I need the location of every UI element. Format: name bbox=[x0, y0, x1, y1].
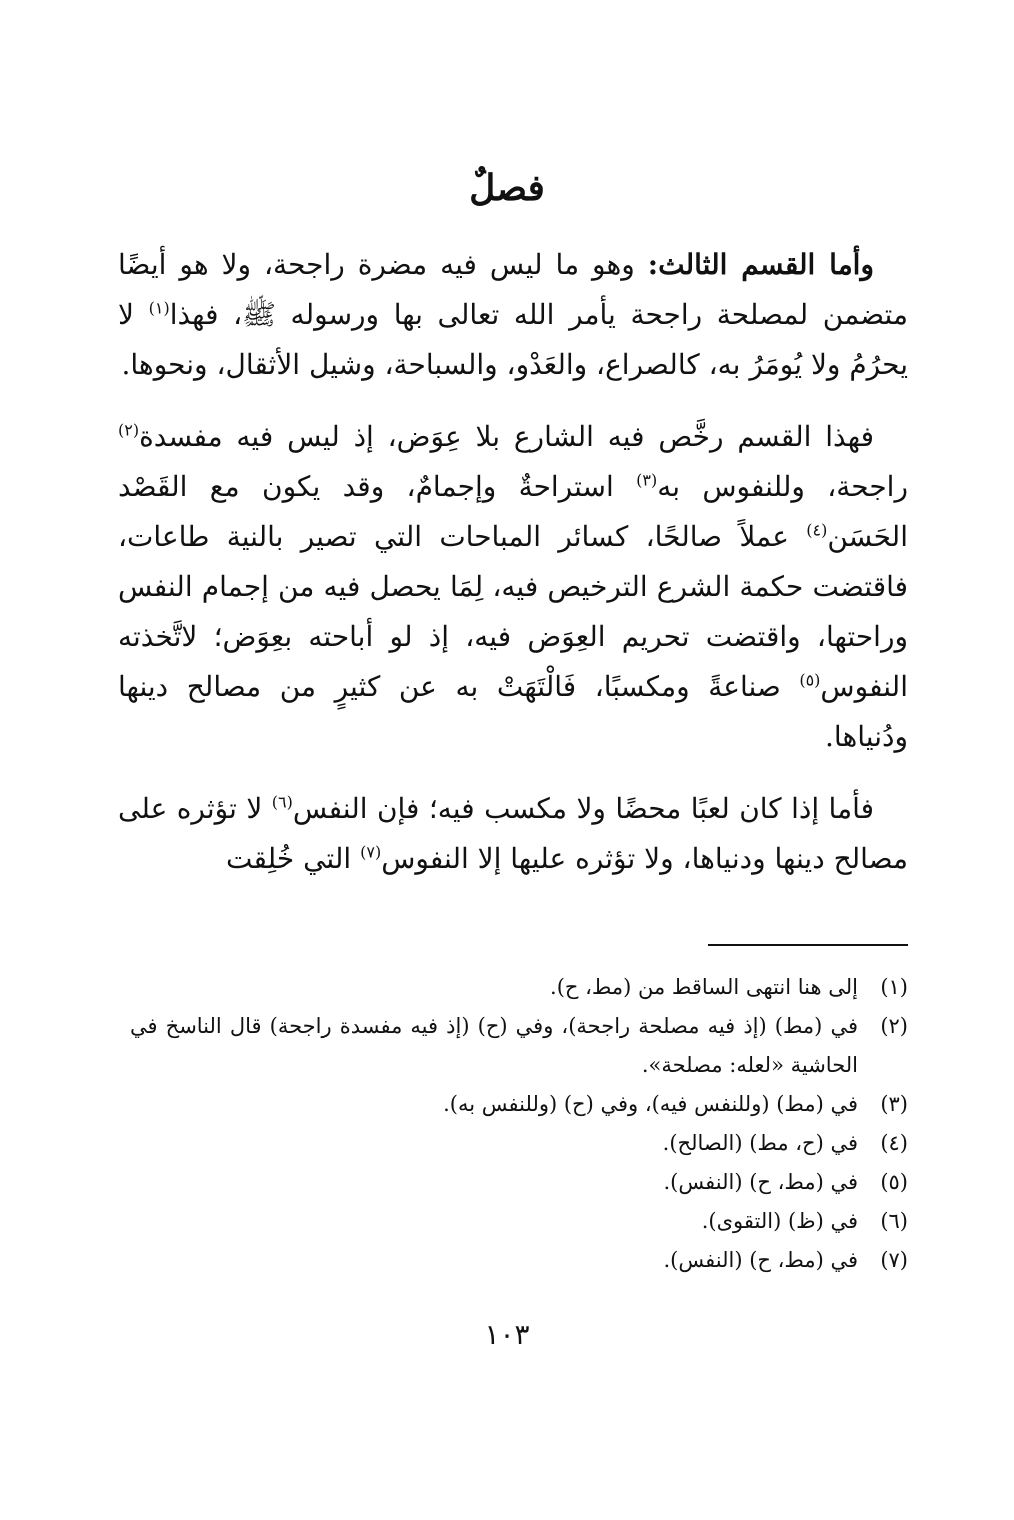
paragraph-2 bbox=[118, 412, 908, 762]
chapter-title: فصلٌ bbox=[469, 167, 545, 209]
text-run: فهذا القسم رخَّص فيه الشارع بلا عِوَض، إذ ليس فيه مفسدة bbox=[139, 420, 874, 453]
footnote-text: في (مط، ح) (النفس). bbox=[663, 1248, 858, 1272]
footnote-text: في (مط) (إذ فيه مصلحة راجحة)، وفي (ح) (إذ فيه مفسدة راجحة) قال الناسخ في الحاشية «لعله: مصلحة». bbox=[130, 1014, 858, 1077]
footnote-number: (٤) bbox=[880, 1131, 908, 1155]
text-run: استراحةٌ وإجمامٌ، وقد يكون مع القَصْد الحَسَن bbox=[118, 470, 908, 553]
footnote-mark: (٧) bbox=[360, 842, 382, 862]
footnote-mark: (٣) bbox=[636, 470, 658, 490]
footnote-number: (٢) bbox=[880, 1014, 908, 1038]
footnote-number: (٧) bbox=[880, 1248, 908, 1272]
footnote-mark: (٢) bbox=[118, 420, 140, 440]
footnote-text: في (ح، مط) (الصالح). bbox=[662, 1131, 858, 1155]
text-run: عملاً صالحًا، كسائر المباحات التي تصير بالنية طاعات، فاقتضت حكمة الشرع الترخيص فيه، لِمَا يحصل فيه من إجمام النفس وراحتها، واقتضت تحريم العِوَض فيه، إذ لو أباحته بعِوَض؛ لاتَّخذته النفوس bbox=[118, 520, 908, 703]
text-run: صناعةً ومكسبًا، فَالْتَهَتْ به عن كثيرٍ من مصالح دينها ودُنياها. bbox=[118, 670, 908, 753]
main-text bbox=[118, 240, 908, 884]
text-run: لا يحرُمُ ولا يُومَرُ به، كالصراع، والعَدْو، والسباحة، وشيل الأثقال، ونحوها. bbox=[118, 298, 908, 381]
footnote-mark: (٥) bbox=[799, 670, 821, 690]
text-run: لا تؤثره على مصالح دينها ودنياها، ولا تؤثره عليها إلا النفوس bbox=[118, 792, 908, 875]
footnote-item bbox=[130, 1202, 908, 1241]
text-run: راجحة، وللنفوس به bbox=[657, 470, 908, 503]
footnote-text: في (ظ) (التقوى). bbox=[701, 1209, 858, 1233]
footnote-mark: (٤) bbox=[806, 520, 828, 540]
footnote-text: في (مط، ح) (النفس). bbox=[663, 1170, 858, 1194]
footnote-number: (٣) bbox=[880, 1092, 908, 1116]
footnote-item bbox=[130, 968, 908, 1007]
footnote-item bbox=[130, 1241, 908, 1280]
footnote-text: في (مط) (وللنفس فيه)، وفي (ح) (وللنفس به). bbox=[443, 1092, 858, 1116]
footnote-text: إلى هنا انتهى الساقط من (مط، ح). bbox=[550, 975, 858, 999]
text-run: فأما إذا كان لعبًا محضًا ولا مكسب فيه؛ فإن النفس bbox=[292, 792, 874, 825]
paragraph-3 bbox=[118, 784, 908, 884]
footnotes-list bbox=[130, 968, 908, 1280]
paragraph-lead: وأما القسم الثالث: bbox=[647, 248, 874, 281]
footnote-separator bbox=[708, 944, 908, 946]
text-run: التي خُلِقت bbox=[225, 842, 361, 875]
footnote-mark: (٦) bbox=[271, 792, 293, 812]
footnote-item bbox=[130, 1085, 908, 1124]
page-number: ١٠٣ bbox=[484, 1318, 530, 1351]
paragraph-1 bbox=[118, 240, 908, 390]
footnote-item bbox=[130, 1124, 908, 1163]
footnote-item bbox=[130, 1007, 908, 1085]
footnote-mark: (١) bbox=[148, 298, 170, 318]
footnote-number: (٥) bbox=[880, 1170, 908, 1194]
footnote-number: (٦) bbox=[880, 1209, 908, 1233]
text-run: وهو ما ليس فيه مضرة راجحة، ولا هو أيضًا متضمن لمصلحة راجحة يأمر الله تعالى بها ورسوله ﷺ، فهذا bbox=[118, 248, 908, 331]
footnote-item bbox=[130, 1163, 908, 1202]
footnote-number: (١) bbox=[880, 975, 908, 999]
